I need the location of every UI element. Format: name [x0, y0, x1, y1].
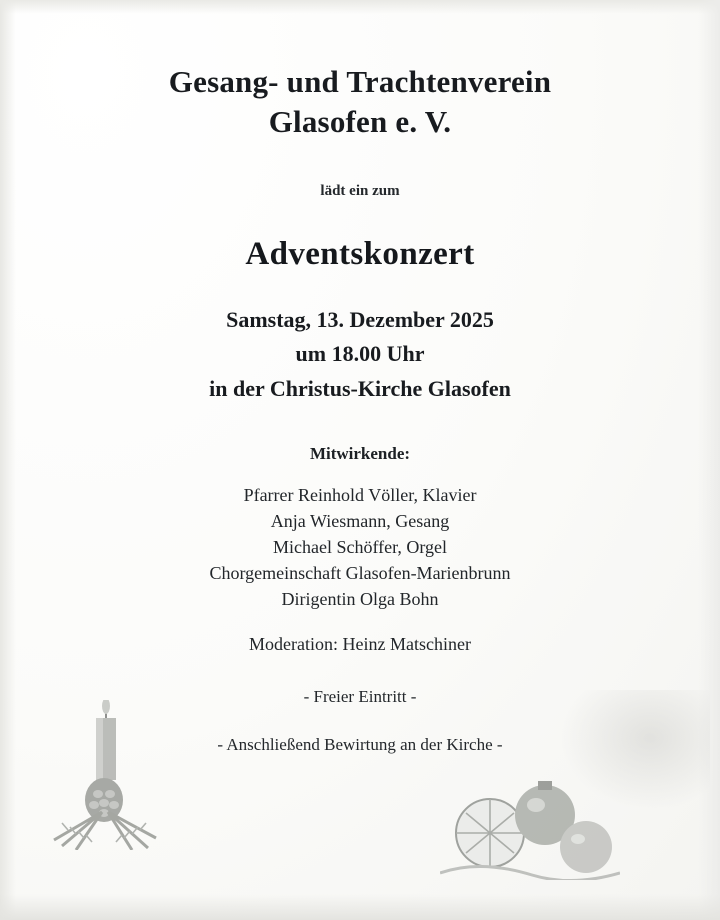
event-title: Adventskonzert	[245, 236, 475, 273]
list-item: Michael Schöffer, Orgel	[272, 536, 448, 557]
event-time: um 18.00 Uhr	[295, 341, 425, 367]
after-note: - Anschließend Bewirtung an der Kirche -	[217, 735, 503, 755]
moderation-text: Moderation: Heinz Matschiner	[249, 634, 471, 655]
list-item: Dirigentin Olga Bohn	[281, 589, 439, 609]
event-details	[0, 273, 720, 405]
organization-name-line2: Glasofen e. V.	[268, 103, 452, 139]
event-place: in der Christus-Kirche Glasofen	[209, 375, 511, 401]
organization-name	[0, 0, 720, 141]
scan-edge-shading-bottom	[0, 894, 720, 920]
list-item: Chorgemeinschaft Glasofen-Marienbrunn	[209, 562, 511, 583]
performers-list	[0, 464, 720, 612]
organization-name-line1: Gesang- und Trachtenverein	[168, 64, 552, 99]
performers-heading: Mitwirkende:	[309, 443, 411, 463]
list-item: Pfarrer Reinhold Völler, Klavier	[243, 484, 477, 505]
list-item: Anja Wiesmann, Gesang	[270, 510, 450, 531]
christmas-baubles-illustration	[440, 755, 620, 880]
invitation-text: lädt ein zum	[320, 183, 400, 200]
event-date: Samstag, 13. Dezember 2025	[226, 307, 494, 333]
entry-note: - Freier Eintritt -	[303, 687, 417, 707]
